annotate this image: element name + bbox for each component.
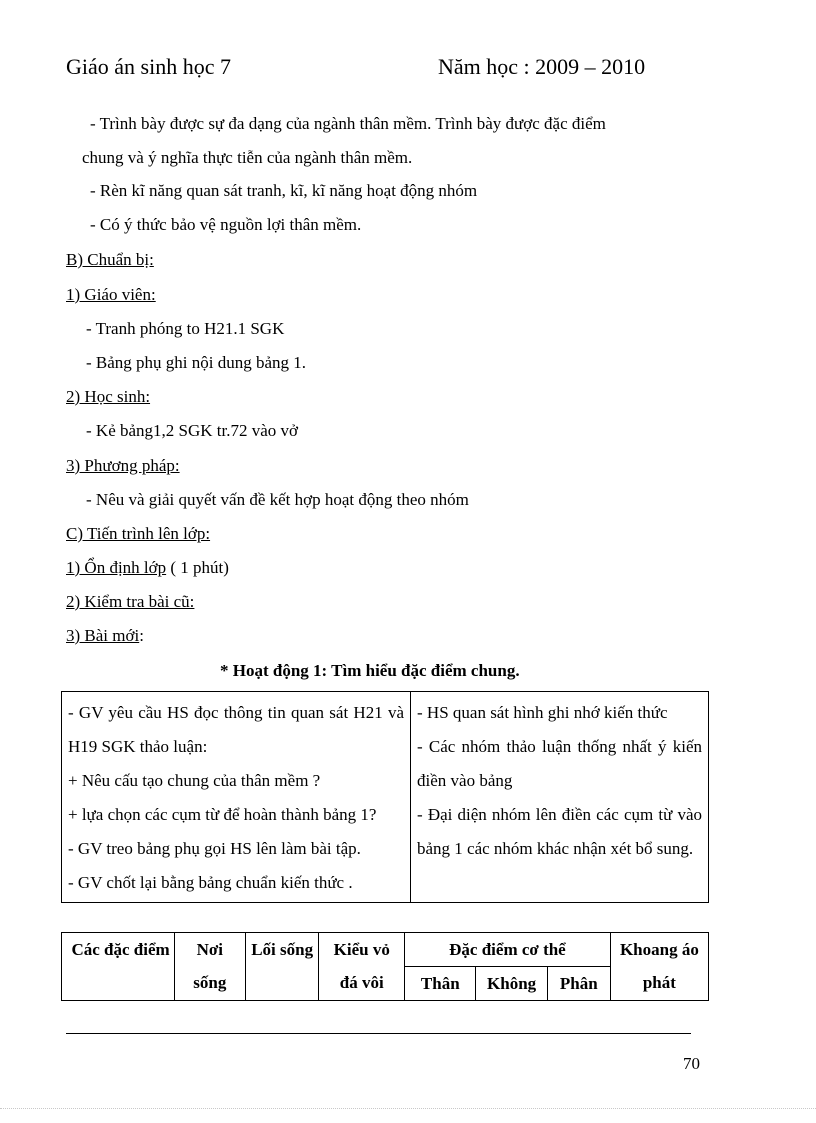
objective-line-4: - Có ý thức bảo vệ nguồn lợi thân mềm. xyxy=(90,215,362,234)
feature-table xyxy=(61,932,709,1001)
footer-rule xyxy=(66,1033,691,1034)
step-2-title: 2) Kiểm tra bài cũ: xyxy=(66,592,195,611)
objective-line-3: - Rèn kĩ năng quan sát tranh, kĩ, kĩ năng hoạt động nhóm xyxy=(90,181,478,200)
step-3 xyxy=(66,626,144,646)
teacher-activity-line: + lựa chọn các cụm từ để hoàn thành bảng 1? xyxy=(68,805,377,824)
col-header-mantle: Khoang áo phát xyxy=(610,933,708,1001)
objective-line-1: - Trình bày được sự đa dạng của ngành thân mềm. Trình bày được đặc điểm xyxy=(90,114,606,133)
student-title: 2) Học sinh: xyxy=(66,387,151,406)
objective-line-2: chung và ý nghĩa thực tiễn của ngành thân mềm. xyxy=(82,148,413,167)
section-b-title: B) Chuẩn bị: xyxy=(66,250,154,269)
col-header-features: Các đặc điểm xyxy=(62,933,175,1001)
sub-header-none: Không xyxy=(476,967,547,1001)
method-item-1: - Nêu và giải quyết vấn đề kết hợp hoạt động theo nhóm xyxy=(86,490,469,509)
sub-header-segmented: Phân xyxy=(547,967,610,1001)
activity-table xyxy=(61,691,709,903)
student-activity-line: - HS quan sát hình ghi nhớ kiến thức xyxy=(417,703,668,722)
teacher-item-2: - Bảng phụ ghi nội dung bảng 1. xyxy=(86,353,307,372)
teacher-activity-line: - GV treo bảng phụ gọi HS lên làm bài tập. xyxy=(68,839,361,858)
method-title: 3) Phương pháp: xyxy=(66,456,180,475)
col-header-shell: Kiểu vỏ đá vôi xyxy=(319,933,405,1001)
step-1-note: ( 1 phút) xyxy=(166,558,229,577)
col-header-body: Đặc điểm cơ thể xyxy=(405,933,611,967)
step-3-title: 3) Bài mới xyxy=(66,626,140,645)
header-right: Năm học : 2009 – 2010 xyxy=(438,54,646,79)
col-header-habitat: Nơi sống xyxy=(174,933,245,1001)
student-activity-line: - Đại diện nhóm lên điền các cụm từ vào bảng 1 các nhóm khác nhận xét bổ sung. xyxy=(417,805,702,858)
page-edge xyxy=(0,1108,816,1109)
student-activity-line: - Các nhóm thảo luận thống nhất ý kiến điền vào bảng xyxy=(417,737,702,790)
step-1-title: 1) Ổn định lớp xyxy=(66,558,167,577)
activity-title: * Hoạt động 1: Tìm hiểu đặc điểm chung. xyxy=(220,661,520,680)
page-number: 70 xyxy=(683,1054,700,1073)
teacher-activity-line: + Nêu cấu tạo chung của thân mềm ? xyxy=(68,771,321,790)
teacher-activities xyxy=(62,692,411,903)
teacher-item-1: - Tranh phóng to H21.1 SGK xyxy=(86,319,285,338)
header-left: Giáo án sinh học 7 xyxy=(66,54,231,79)
teacher-activity-line: - GV yêu cầu HS đọc thông tin quan sát H21 và H19 SGK thảo luận: xyxy=(68,703,404,756)
student-activities xyxy=(411,692,709,903)
sub-header-body: Thân xyxy=(405,967,476,1001)
section-c-title: C) Tiến trình lên lớp: xyxy=(66,524,211,543)
step-1 xyxy=(66,558,229,578)
student-item-1: - Kẻ bảng1,2 SGK tr.72 vào vở xyxy=(86,421,299,440)
step-3-colon: : xyxy=(139,626,144,645)
teacher-activity-line: - GV chốt lại bằng bảng chuẩn kiến thức . xyxy=(68,873,353,892)
teacher-title: 1) Giáo viên: xyxy=(66,285,156,304)
col-header-lifestyle: Lối sống xyxy=(245,933,318,1001)
